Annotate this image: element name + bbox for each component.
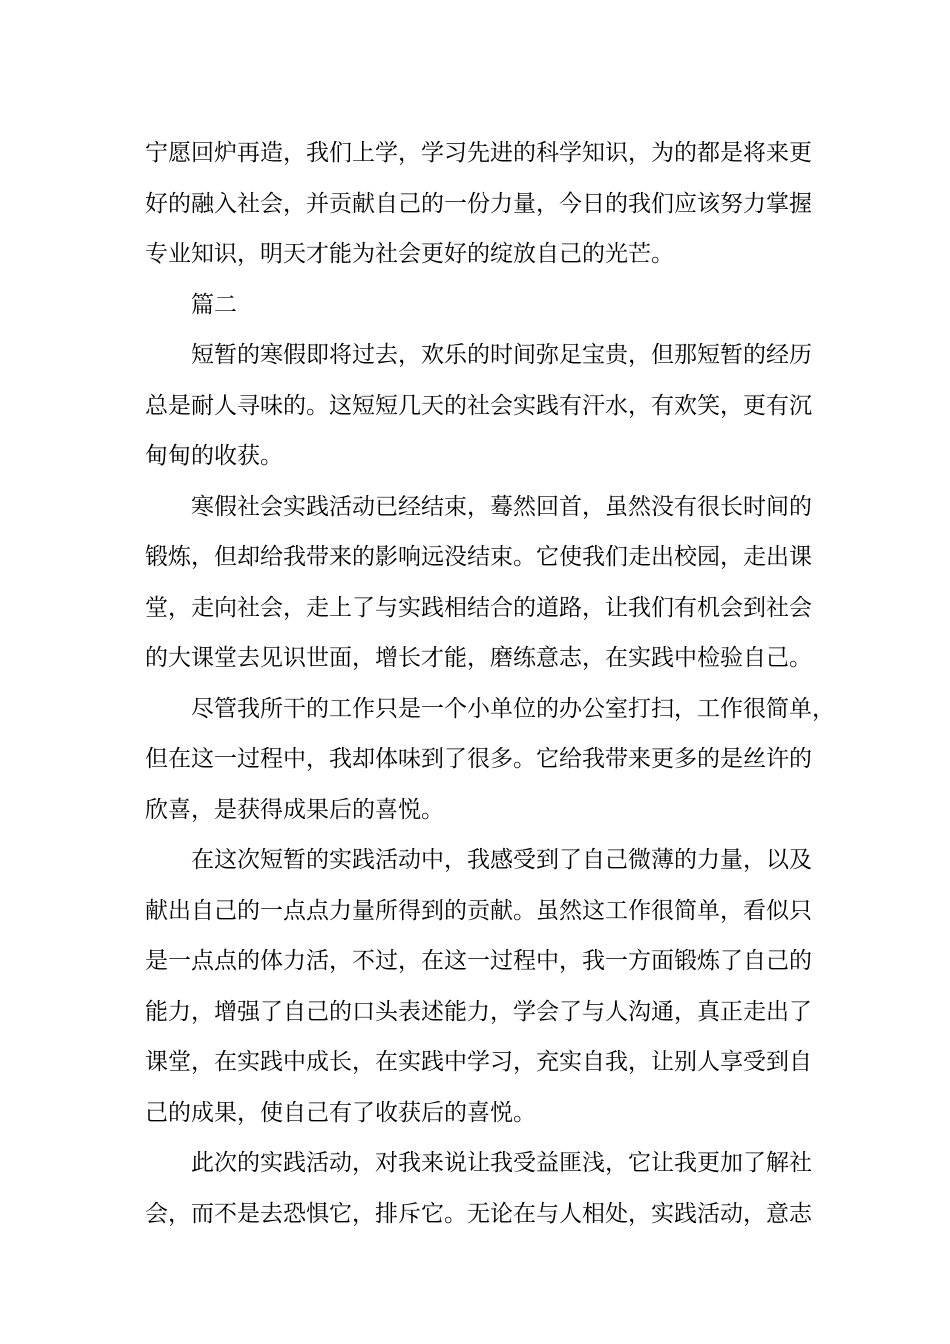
section-heading: 篇二 [191,291,237,318]
text-line: 课堂，在实践中成长，在实践中学习，充实自我，让别人享受到自 [145,1049,812,1075]
text-line: 献出自己的一点点力量所得到的贡献。虽然这工作很简单，看似只 [145,897,812,924]
text-line: 堂，走向社会，走上了与实践相结合的道路，让我们有机会到社会 [145,594,812,621]
text-line: 好的融入社会，并贡献自己的一份力量，今日的我们应该努力掌握 [145,190,812,217]
text-line: 能力，增强了自己的口头表述能力，学会了与人沟通，真正走出了 [145,998,812,1025]
text-line: 寒假社会实践活动已经结束，蓦然回首，虽然没有很长时间的 [191,493,812,520]
text-line: 己的成果，使自己有了收获后的喜悦。 [145,1099,536,1126]
text-line: 宁愿回炉再造，我们上学，学习先进的科学知识，为的都是将来更 [145,140,812,166]
text-line: 在这次短暂的实践活动中，我感受到了自己微薄的力量，以及 [191,847,812,873]
text-line: 甸甸的收获。 [145,443,283,469]
text-line: 会，而不是去恐惧它，排斥它。无论在与人相处，实践活动，意志 [145,1200,812,1227]
text-line: 是一点点的体力活，不过，在这一过程中，我一方面锻炼了自己的 [145,948,812,974]
text-line: 短暂的寒假即将过去，欢乐的时间弥足宝贵，但那短暂的经历 [191,342,812,368]
text-line: 专业知识，明天才能为社会更好的绽放自己的光芒。 [145,241,674,267]
text-line: 总是耐人寻味的。这短短几天的社会实践有汗水，有欢笑，更有沉 [145,392,812,419]
text-line: 欣喜，是获得成果后的喜悦。 [145,796,444,823]
text-line: 此次的实践活动，对我来说让我受益匪浅，它让我更加了解社 [191,1150,812,1176]
text-line: 尽管我所干的工作只是一个小单位的办公室打扫，工作很简单， [191,695,835,722]
text-line: 但在这一过程中，我却体味到了很多。它给我带来更多的是丝许的 [145,746,812,772]
text-line: 锻炼，但却给我带来的影响远没结束。它使我们走出校园，走出课 [145,544,812,570]
document-body [145,128,835,1239]
text-line: 的大课堂去见识世面，增长才能，磨练意志，在实践中检验自己。 [145,645,812,671]
